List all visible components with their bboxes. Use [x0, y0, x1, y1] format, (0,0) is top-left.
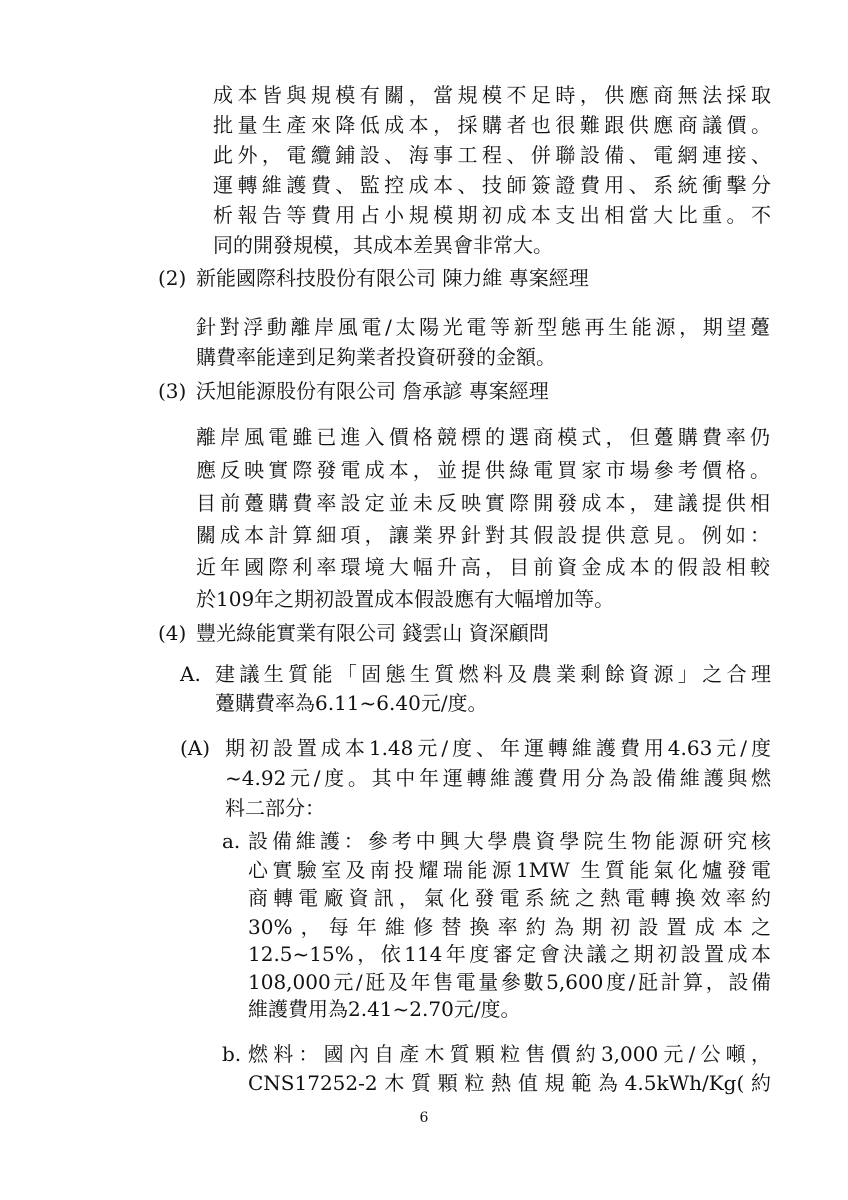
paragraph-line: 30%，每年維修替換率約為期初設置成本之 [248, 915, 771, 939]
paragraph-line: 關成本計算細項，讓業界針對其假設提供意見。例如： [196, 523, 770, 547]
paragraph-line: 應反映實際發電成本，並提供綠電買家市場參考價格。 [196, 458, 770, 482]
section-heading: 新能國際科技股份有限公司 陳力維 專案經理 [196, 266, 589, 290]
paragraph-line: 離岸風電雖已進入價格競標的選商模式，但躉購費率仍 [196, 425, 770, 449]
paragraph-line: 12.5~15%，依114年度審定會決議之期初設置成本 [248, 942, 771, 966]
section-number: (2) [158, 266, 187, 290]
item-marker: A. [180, 662, 201, 686]
paragraph-line: 心實驗室及南投耀瑞能源1MW 生質能氣化爐發電 [248, 858, 771, 882]
section-number: (4) [158, 621, 187, 645]
paragraph-line: 批量生產來降低成本，採購者也很難跟供應商議價。 [213, 113, 771, 137]
section-heading: 沃旭能源股份有限公司 詹承諺 專案經理 [196, 379, 549, 403]
paragraph-line: 近年國際利率環境大幅升高，目前資金成本的假設相較 [196, 555, 770, 579]
paragraph-line: 商轉電廠資訊，氣化發電系統之熱電轉換效率約 [248, 886, 771, 910]
paragraph-line: 建議生質能「固態生質燃料及農業剩餘資源」之合理 [215, 662, 771, 686]
paragraph-line: 成本皆與規模有關，當規模不足時，供應商無法採取 [213, 83, 771, 107]
paragraph-line: 此外，電纜鋪設、海事工程、併聯設備、電網連接、 [213, 143, 771, 167]
paragraph-line: 108,000元/瓩及年售電量參數5,600度/瓩計算，設備 [248, 970, 771, 994]
paragraph-line: 期初設置成本1.48元/度、年運轉維護費用4.63元/度 [225, 736, 771, 760]
paragraph-line: 析報告等費用占小規模期初成本支出相當大比重。不 [213, 203, 771, 227]
page-number: 6 [419, 1110, 429, 1126]
paragraph-line: 於109年之期初設置成本假設應有大幅增加等。 [196, 587, 615, 611]
paragraph-line: 目前躉購費率設定並未反映實際開發成本，建議提供相 [196, 491, 770, 515]
paragraph-line: 躉購費率為6.11~6.40元/度。 [215, 691, 488, 715]
paragraph-line: 設備維護：參考中興大學農資學院生物能源研究核 [248, 829, 771, 853]
paragraph-line: 同的開發規模，其成本差異會非常大。 [213, 233, 553, 257]
paragraph-line: 料二部分： [225, 796, 325, 820]
paragraph-line: CNS17252-2木質顆粒熱值規範為4.5kWh/Kg(約 [248, 1071, 771, 1095]
paragraph-line: ~4.92元/度。其中年運轉維護費用分為設備維護與燃 [225, 766, 771, 790]
paragraph-line: 購費率能達到足夠業者投資研發的金額。 [196, 345, 556, 369]
paragraph-line: 針對浮動離岸風電/太陽光電等新型態再生能源，期望躉 [196, 315, 770, 339]
item-marker: b. [222, 1042, 242, 1066]
item-marker: a. [222, 829, 241, 853]
paragraph-line: 維護費用為2.41~2.70元/度。 [248, 997, 521, 1021]
paragraph-line: 燃料：國內自產木質顆粒售價約3,000元/公噸， [248, 1042, 771, 1066]
item-marker: (A) [180, 736, 211, 760]
paragraph-line: 運轉維護費、監控成本、技師簽證費用、系統衝擊分 [213, 173, 771, 197]
section-heading: 豐光綠能實業有限公司 錢雲山 資深顧問 [196, 621, 549, 645]
section-number: (3) [158, 379, 187, 403]
